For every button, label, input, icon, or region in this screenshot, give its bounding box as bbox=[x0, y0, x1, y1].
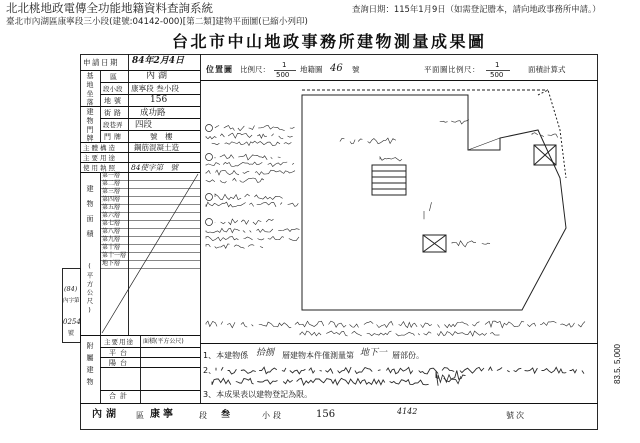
handwriting-scribble bbox=[206, 133, 298, 139]
note-2-text-blur bbox=[216, 367, 588, 374]
handwriting-scribble bbox=[215, 126, 295, 131]
lot-label: 地號 bbox=[104, 96, 124, 105]
street-value: 成功路 bbox=[140, 107, 166, 118]
lane-label: 段巷弄 bbox=[103, 120, 123, 129]
location-scale-label: 比例尺： bbox=[240, 65, 270, 74]
annex-area-header: 面積(平方公尺) bbox=[143, 337, 184, 345]
floor-label: 第一層 bbox=[102, 172, 121, 180]
footer-district-label: 區 bbox=[136, 411, 144, 420]
area-unit-label: (平方公尺) bbox=[85, 262, 94, 316]
handwriting-scribble bbox=[440, 120, 469, 124]
lot-value: 156 bbox=[150, 95, 168, 105]
permit-prefix: (84) bbox=[64, 285, 78, 293]
lane-value: 四段 bbox=[135, 119, 153, 130]
handwriting-scribble bbox=[212, 141, 291, 146]
location-map-label: 位置圖 bbox=[206, 65, 233, 74]
handwriting-scribble bbox=[206, 244, 268, 248]
structure-value: 鋼筋混凝土造 bbox=[134, 143, 179, 152]
door-number-label: 門牌 bbox=[104, 132, 124, 141]
site-group-label: 基地坐落 bbox=[86, 72, 94, 108]
district-value: 內湖 bbox=[146, 71, 171, 81]
plan-scale-denominator: 500 bbox=[490, 71, 504, 79]
area-group-label: 建物面積 bbox=[86, 185, 94, 245]
structure-label: 主體構造 bbox=[83, 143, 117, 152]
footer-section-label: 段 bbox=[199, 411, 207, 420]
footer-section: 康寧 bbox=[150, 409, 176, 420]
circled-markers bbox=[206, 125, 213, 226]
handwriting-scribble bbox=[206, 162, 298, 167]
document-caption: 臺北市內湖區康寧段三小段(建號:04142-000)[第二類]建物平面圖(已縮小列印) bbox=[6, 17, 308, 27]
handwriting-scribble bbox=[215, 219, 274, 225]
handwriting-scribble bbox=[215, 194, 286, 200]
note-2-text-blur bbox=[212, 378, 429, 385]
location-scale-numerator: 1 bbox=[282, 61, 287, 69]
note-1-floors-handwritten: 拾捌 bbox=[256, 348, 275, 358]
plan-scale-label: 平面圖比例尺： bbox=[424, 65, 480, 74]
floor-label: 第三層 bbox=[102, 188, 121, 196]
floor-label: 第九層 bbox=[102, 236, 121, 244]
floor-label: 第十一層 bbox=[102, 252, 127, 260]
section-label: 段小段 bbox=[103, 84, 123, 93]
license-label: 使用執照 bbox=[83, 163, 117, 172]
building-plan-outline bbox=[302, 90, 566, 310]
handwriting-scribble bbox=[206, 236, 299, 241]
application-date-value: 84年2月4日 bbox=[132, 56, 185, 66]
area-formula-label: 面積計算式 bbox=[528, 65, 566, 74]
permit-suffix: 號 bbox=[68, 330, 75, 337]
handwritten-annotations bbox=[206, 120, 588, 386]
note-1-part-a: 1、本建物係 bbox=[203, 351, 249, 360]
cadastral-map-label: 地籍圖 bbox=[300, 65, 323, 74]
annex-use-header: 主要用途 bbox=[104, 337, 134, 346]
signature-scribble bbox=[438, 375, 461, 384]
floor-label: 第四層 bbox=[102, 196, 121, 204]
address-group-label: 建物門牌 bbox=[86, 108, 94, 144]
note-3: 3、本成果表以建物登記為限。 bbox=[203, 390, 313, 399]
floor-label: 第二層 bbox=[102, 180, 121, 188]
handwriting-scribble bbox=[206, 202, 303, 207]
usage-label: 主要用途 bbox=[83, 153, 117, 162]
handwriting-scribble bbox=[380, 157, 402, 161]
cadastral-map-suffix: 號 bbox=[352, 65, 360, 74]
handwriting-scribble bbox=[215, 154, 284, 160]
floor-label: 第五層 bbox=[102, 204, 121, 212]
footer-lot-number: 156 bbox=[316, 409, 336, 420]
annex-row: 陽台 bbox=[109, 358, 131, 367]
handwriting-scribble bbox=[424, 202, 436, 219]
plan-scale-numerator: 1 bbox=[495, 61, 500, 69]
license-value: 84使字第 號 bbox=[131, 162, 179, 172]
permit-number: 0254 bbox=[63, 318, 81, 326]
system-title: 北北桃地政電傳全功能地籍資料查詢系統 bbox=[6, 1, 213, 15]
location-scale-denominator: 500 bbox=[276, 71, 290, 79]
floor-label: 第八層 bbox=[102, 228, 121, 236]
handwriting-scribble bbox=[532, 133, 558, 138]
annex-row: 平台 bbox=[109, 348, 131, 357]
handwriting-scribble bbox=[452, 241, 490, 247]
footer-building-number: 4142 bbox=[397, 407, 418, 416]
door-number-value: 號 樓 bbox=[150, 131, 173, 141]
cadastral-map-number: 46 bbox=[330, 63, 343, 74]
permit-middle: 內字第 bbox=[63, 298, 80, 304]
handwriting-scribble bbox=[340, 138, 400, 144]
note-2-prefix: 2、 bbox=[203, 366, 217, 375]
note-1-part-c: 層建物本件僅測量第 bbox=[282, 351, 354, 360]
document-title: 台北市中山地政事務所建物測量成果圖 bbox=[172, 32, 487, 51]
handwriting-scribble bbox=[206, 321, 588, 328]
district-label: 區 bbox=[110, 72, 117, 81]
floor-label: 第六層 bbox=[102, 212, 121, 220]
handwriting-scribble bbox=[206, 170, 300, 175]
annex-group-label: 附屬建物 bbox=[86, 342, 94, 390]
floor-label: 第七層 bbox=[102, 220, 121, 228]
application-date-label: 申請日期 bbox=[83, 58, 119, 67]
footer-district: 內湖 bbox=[92, 409, 120, 420]
query-date: 查詢日期：115年1月9日（如需登記謄本，請向地政事務所申請。） bbox=[352, 4, 601, 14]
note-1-measured-floor-handwritten: 地下一 bbox=[360, 348, 388, 358]
footer-subsection: 叁 bbox=[221, 410, 231, 420]
note-1-part-e: 層部份。 bbox=[392, 351, 424, 360]
section-value: 康寧段 叁小段 bbox=[131, 83, 179, 93]
footer-sequence-label: 號次 bbox=[506, 411, 526, 420]
handwriting-scribble bbox=[206, 178, 264, 183]
annex-total-label: 合計 bbox=[109, 391, 131, 400]
street-label: 街路 bbox=[104, 108, 124, 117]
handwriting-scribble bbox=[300, 331, 500, 336]
handwriting-scribble bbox=[206, 228, 300, 233]
floor-label: 地下層 bbox=[102, 260, 121, 268]
form-edge-code: 83.5. 5,000 bbox=[613, 344, 622, 385]
footer-subsection-label: 小段 bbox=[262, 411, 284, 420]
floor-label: 第十層 bbox=[102, 244, 121, 252]
